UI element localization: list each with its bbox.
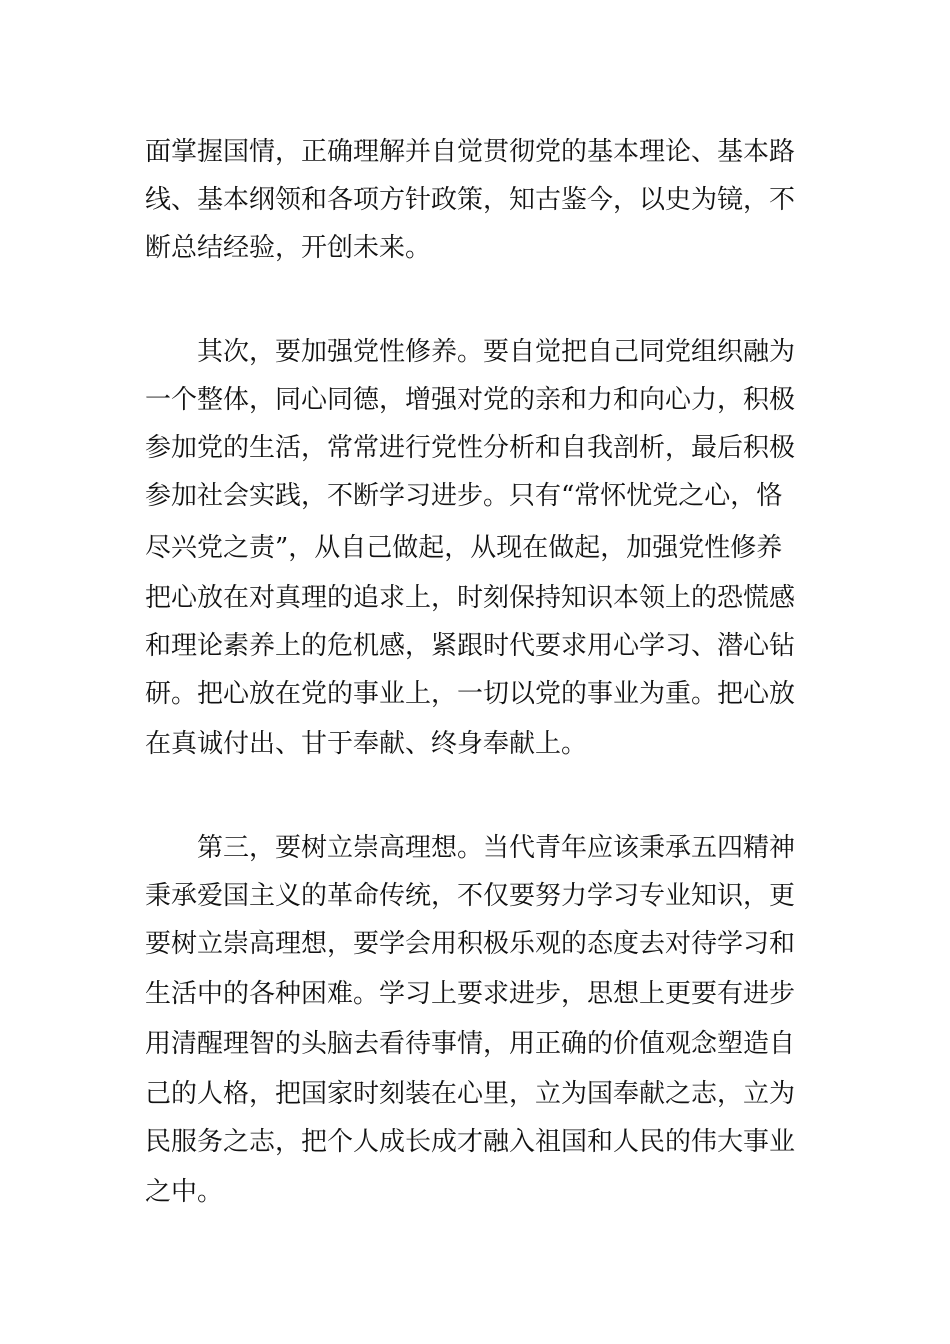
- paragraph-3-line-7: 民服务之志，把个人成长成才融入祖国和人民的伟大事业: [145, 1127, 796, 1157]
- paragraph-3-line-8: 之中。: [145, 1177, 224, 1207]
- paragraph-2-line-6: 把心放在对真理的追求上，时刻保持知识本领上的恐慌感: [145, 583, 796, 613]
- paragraph-3-line-3: 要树立崇高理想，要学会用积极乐观的态度去对待学习和: [145, 929, 796, 959]
- paragraph-2-line-8: 研。把心放在党的事业上，一切以党的事业为重。把心放: [145, 679, 796, 709]
- paragraph-1-line-1: 面掌握国情，正确理解并自觉贯彻党的基本理论、基本路: [145, 137, 796, 167]
- paragraph-3-line-5: 用清醒理智的头脑去看待事情，用正确的价值观念塑造自: [145, 1029, 796, 1059]
- paragraph-2-line-2: 一个整体，同心同德，增强对党的亲和力和向心力，积极: [145, 385, 796, 415]
- paragraph-1-line-2: 线、基本纲领和各项方针政策，知古鉴今，以史为镜，不: [145, 185, 796, 215]
- paragraph-2-line-1: 其次，要加强党性修养。要自觉把自己同党组织融为: [197, 337, 796, 367]
- paragraph-3-line-1: 第三，要树立崇高理想。当代青年应该秉承五四精神: [197, 833, 796, 863]
- paragraph-2-line-3: 参加党的生活，常常进行党性分析和自我剖析，最后积极: [145, 433, 796, 463]
- paragraph-2-line-9: 在真诚付出、甘于奉献、终身奉献上。: [145, 729, 588, 759]
- paragraph-3-line-6: 己的人格，把国家时刻装在心里，立为国奉献之志，立为: [145, 1079, 796, 1109]
- paragraph-2-line-4: 参加社会实践，不断学习进步。只有“常怀忧党之心，恪: [145, 481, 783, 511]
- paragraph-2-line-7: 和理论素养上的危机感，紧跟时代要求用心学习、潜心钻: [145, 631, 796, 661]
- paragraph-3-line-2: 秉承爱国主义的革命传统，不仅要努力学习专业知识，更: [145, 881, 796, 911]
- paragraph-3-line-4: 生活中的各种困难。学习上要求进步，思想上更要有进步: [145, 979, 796, 1009]
- paragraph-2-line-5: 尽兴党之责”，从自己做起，从现在做起，加强党性修养: [145, 533, 783, 563]
- paragraph-1-line-3: 断总结经验，开创未来。: [145, 233, 432, 263]
